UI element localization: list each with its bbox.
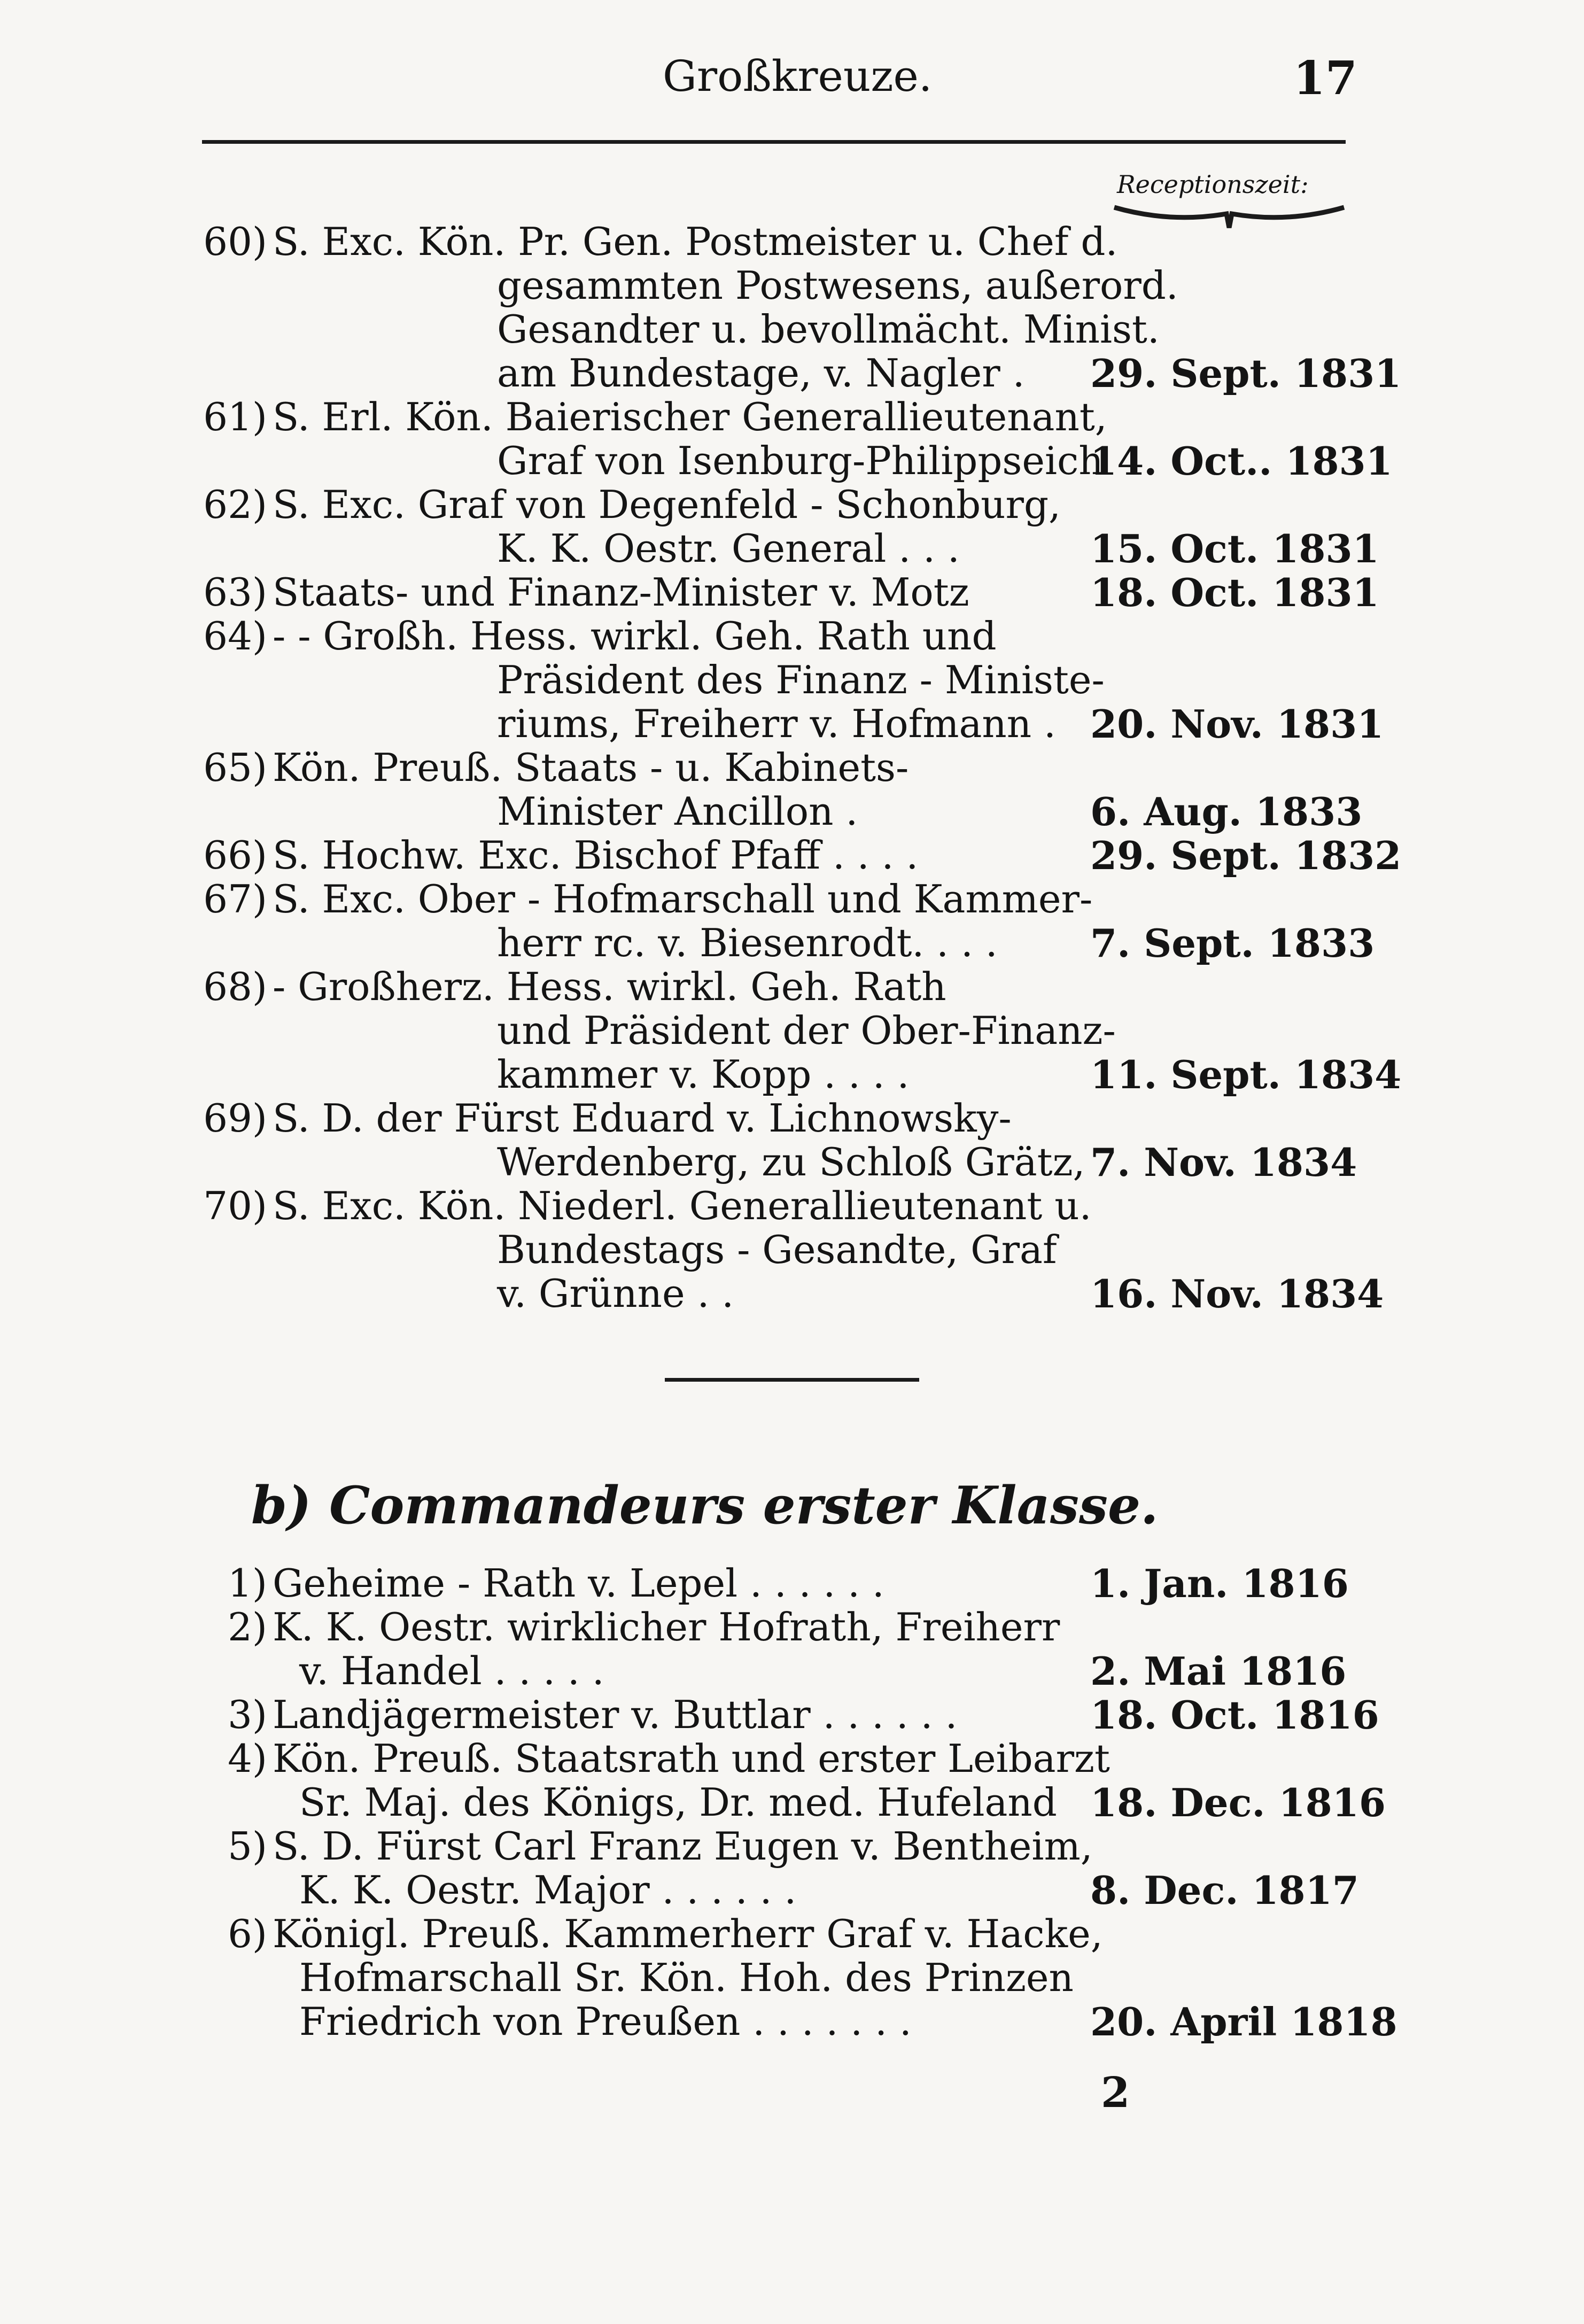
entry-text-line: v. Handel . . . . . (299, 1648, 604, 1693)
entry-text-line: v. Grünne . . (497, 1271, 734, 1316)
list-item (0, 1911, 1584, 2043)
entry-text-line: S. Erl. Kön. Baierischer Generallieutenant, (273, 394, 1107, 439)
entry-text-line: Staats- und Finanz-Minister v. Motz (273, 570, 969, 615)
entry-text-line: S. Exc. Kön. Pr. Gen. Postmeister u. Chef d. (273, 219, 1118, 264)
entry-text-line: Graf von Isenburg-Philippseich (497, 438, 1104, 483)
section-rule (665, 1378, 919, 1382)
reception-date: 20. Nov. 1831 (1090, 701, 1384, 747)
reception-date: 18. Dec. 1816 (1090, 1780, 1386, 1825)
entry-number: 5) (228, 1824, 267, 1869)
entry-text-line: K. K. Oestr. General . . . (497, 526, 960, 571)
entry-text-line: Kön. Preuß. Staatsrath und erster Leibarzt (273, 1736, 1110, 1781)
reception-date: 15. Oct. 1831 (1090, 526, 1379, 571)
reception-date: 18. Oct. 1816 (1090, 1692, 1379, 1738)
entry-number: 64) (203, 614, 267, 659)
entry-number: 1) (228, 1561, 267, 1606)
list-item (0, 219, 1584, 394)
reception-date: 14. Oct.. 1831 (1090, 438, 1393, 484)
entry-text-line: und Präsident der Ober-Finanz- (497, 1008, 1116, 1053)
entry-text-line: Hofmarschall Sr. Kön. Hoh. des Prinzen (299, 1955, 1074, 2000)
reception-time-label: Receptionszeit: (1117, 170, 1309, 199)
signature-mark: 2 (1101, 2069, 1130, 2117)
reception-date: 18. Oct. 1831 (1090, 570, 1379, 615)
entry-text-line: Kön. Preuß. Staats - u. Kabinets- (273, 745, 909, 790)
list-item (0, 964, 1584, 1096)
reception-date: 7. Sept. 1833 (1090, 920, 1375, 966)
entry-number: 70) (203, 1183, 267, 1228)
entry-text-line: riums, Freiherr v. Hofmann . (497, 701, 1056, 746)
reception-date: 29. Sept. 1831 (1090, 351, 1402, 396)
reception-date: 1. Jan. 1816 (1090, 1561, 1349, 1606)
entry-text-line: S. Exc. Graf von Degenfeld - Schonburg, (273, 482, 1061, 527)
list-item (0, 1605, 1584, 1692)
entry-number: 6) (228, 1911, 267, 1956)
list-item (0, 1692, 1584, 1736)
entry-number: 68) (203, 964, 267, 1009)
entry-number: 62) (203, 482, 267, 527)
entry-number: 67) (203, 877, 267, 921)
reception-date: 29. Sept. 1832 (1090, 833, 1402, 878)
reception-date: 2. Mai 1816 (1090, 1648, 1347, 1694)
entry-text-line: Königl. Preuß. Kammerherr Graf v. Hacke, (273, 1911, 1103, 1956)
header-rule (202, 140, 1346, 144)
list-item (0, 1824, 1584, 1911)
entry-number: 61) (203, 394, 267, 439)
reception-date: 16. Nov. 1834 (1090, 1271, 1384, 1316)
entry-number: 65) (203, 745, 267, 790)
entry-number: 4) (228, 1736, 267, 1781)
entry-text-line: K. K. Oestr. Major . . . . . . (299, 1868, 797, 1912)
entry-text-line: - - Großh. Hess. wirkl. Geh. Rath und (273, 614, 997, 659)
list-item (0, 745, 1584, 833)
list-item (0, 394, 1584, 482)
entry-text-line: S. Exc. Kön. Niederl. Generallieutenant u. (273, 1183, 1092, 1228)
entry-number: 69) (203, 1096, 267, 1141)
list-item (0, 482, 1584, 570)
entry-text-line: S. Exc. Ober - Hofmarschall und Kammer- (273, 877, 1093, 921)
entry-text-line: am Bundestage, v. Nagler . (497, 351, 1025, 396)
entry-text-line: Sr. Maj. des Königs, Dr. med. Hufeland (299, 1780, 1057, 1825)
list-item (0, 833, 1584, 877)
reception-date: 6. Aug. 1833 (1090, 789, 1363, 834)
reception-date: 7. Nov. 1834 (1090, 1140, 1357, 1185)
entry-text-line: - Großherz. Hess. wirkl. Geh. Rath (273, 964, 946, 1009)
running-title: Großkreuze. (663, 51, 933, 101)
entry-text-line: Gesandter u. bevollmächt. Minist. (497, 307, 1160, 352)
entry-text-line: gesammten Postwesens, außerord. (497, 263, 1178, 308)
entry-text-line: kammer v. Kopp . . . . (497, 1052, 910, 1097)
entry-text-line: K. K. Oestr. wirklicher Hofrath, Freiherr (273, 1605, 1060, 1649)
list-item (0, 877, 1584, 964)
list-item (0, 1183, 1584, 1315)
entry-number: 60) (203, 219, 267, 264)
entry-number: 2) (228, 1605, 267, 1649)
entry-text-line: Landjägermeister v. Buttlar . . . . . . (273, 1692, 958, 1737)
entry-text-line: S. D. Fürst Carl Franz Eugen v. Bentheim, (273, 1824, 1093, 1869)
entry-text-line: Minister Ancillon . (497, 789, 858, 834)
entry-number: 3) (228, 1692, 267, 1737)
entry-text-line: Geheime - Rath v. Lepel . . . . . . (273, 1561, 884, 1606)
list-item (0, 1736, 1584, 1824)
reception-date: 20. April 1818 (1090, 1999, 1397, 2044)
list-item (0, 614, 1584, 745)
section-heading: b) Commandeurs erster Klasse. (251, 1475, 1159, 1536)
list-item (0, 1561, 1584, 1605)
entry-number: 63) (203, 570, 267, 615)
reception-date: 8. Dec. 1817 (1090, 1868, 1359, 1913)
entry-text-line: Werdenberg, zu Schloß Grätz, (497, 1140, 1085, 1184)
entry-number: 66) (203, 833, 267, 878)
entry-text-line: herr rc. v. Biesenrodt. . . . (497, 920, 998, 965)
entry-text-line: Bundestags - Gesandte, Graf (497, 1227, 1057, 1272)
entry-text-line: Präsident des Finanz - Ministe- (497, 657, 1105, 702)
entry-text-line: S. D. der Fürst Eduard v. Lichnowsky- (273, 1096, 1012, 1141)
entry-text-line: Friedrich von Preußen . . . . . . . (299, 1999, 912, 2044)
entry-text-line: S. Hochw. Exc. Bischof Pfaff . . . . (273, 833, 919, 878)
list-item (0, 570, 1584, 614)
list-item (0, 1096, 1584, 1183)
reception-date: 11. Sept. 1834 (1090, 1052, 1402, 1097)
page-number: 17 (1293, 51, 1357, 105)
